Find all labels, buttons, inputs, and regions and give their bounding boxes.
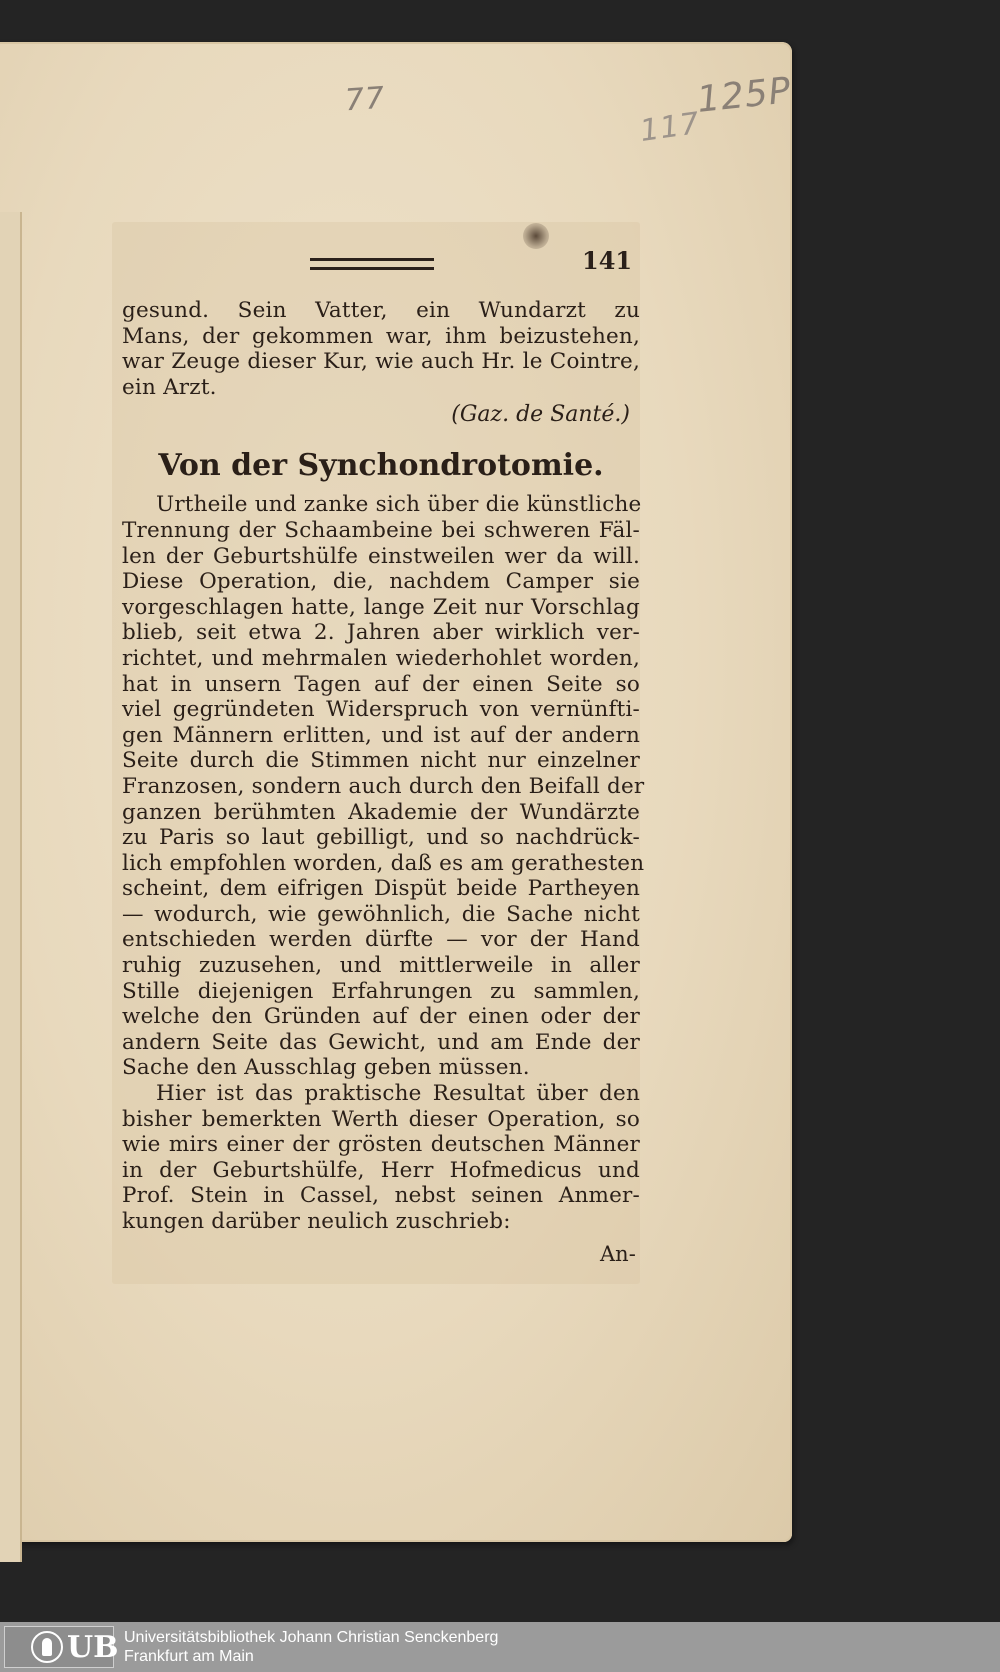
text-line: Hier ist das praktische Resultat über den [156, 1081, 640, 1107]
text-line: Franzosen, sondern auch durch den Beifall der [122, 773, 645, 799]
text-line: in der Geburtshülfe, Herr Hofmedicus und [122, 1157, 640, 1183]
text-line: Mans, der gekommen war, ihm beizustehen, [122, 323, 640, 349]
text-line: scheint, dem eifrigen Dispüt beide Partheyen [122, 876, 640, 902]
text-line: richtet, und mehrmalen wiederhohlet worden, [122, 645, 640, 671]
page-number: 141 [582, 246, 633, 275]
pencil-mark-77: 77 [343, 80, 387, 119]
text-line: Diese Operation, die, nachdem Camper sie [122, 569, 640, 595]
library-name-line-2: Frankfurt am Main [124, 1648, 254, 1665]
text-line: gesund. Sein Vatter, ein Wundarzt zu [122, 298, 640, 323]
catchword: An- [600, 1242, 636, 1266]
text-line: vorgeschlagen hatte, lange Zeit nur Vorschlag [122, 594, 640, 620]
text-line: ein Arzt. [122, 374, 217, 400]
header-double-rule [310, 258, 434, 270]
text-line: kungen darüber neulich zuschrieb: [122, 1209, 511, 1234]
ub-logo[interactable] [4, 1626, 119, 1668]
logo-text: UB [67, 1630, 119, 1665]
text-line: zu Paris so laut gebilligt, und so nachdrück- [122, 825, 640, 851]
text-line: andern Seite das Gewicht, und am Ende der [122, 1029, 640, 1055]
text-line: bisher bemerkten Werth dieser Operation, so [122, 1106, 640, 1132]
text-line: Sache den Ausschlag geben müssen. [122, 1055, 530, 1081]
text-line: len der Geburtshülfe einstweilen wer da will. [122, 543, 640, 569]
text-line: wie mirs einer der grösten deutschen Männer [122, 1132, 640, 1158]
text-line: lich empfohlen worden, daß es am gerathesten [122, 850, 645, 876]
ink-stain [523, 223, 549, 249]
text-line: — wodurch, wie gewöhnlich, die Sache nicht [122, 901, 640, 927]
text-line: blieb, seit etwa 2. Jahren aber wirklich ver- [122, 620, 640, 646]
text-line: Urtheile und zanke sich über die künstliche [156, 492, 642, 518]
pencil-mark-117: 117 [637, 105, 703, 150]
text-line: ruhig zuzusehen, und mittlerweile in aller [122, 953, 640, 979]
text-line: Stille diejenigen Erfahrungen zu sammlen, [122, 978, 640, 1004]
library-footer-bar [0, 1622, 1000, 1672]
text-line: welche den Gründen auf der einen oder der [122, 1004, 640, 1030]
binding-strip [0, 212, 22, 1562]
text-line: Prof. Stein in Cassel, nebst seinen Anmer- [122, 1183, 640, 1209]
text-line: gen Männern erlitten, und ist auf der andern [122, 722, 640, 748]
text-line: viel gegründeten Widerspruch von vernünfti- [122, 697, 640, 723]
article-heading: Von der Synchondrotomie. [158, 448, 604, 484]
text-line: Trennung der Schaambeine bei schweren Fäl- [122, 517, 640, 543]
library-name-line-1: Universitätsbibliothek Johann Christian Senckenberg [124, 1629, 499, 1646]
text-line: ganzen berühmten Akademie der Wundärzte [122, 799, 640, 825]
source-citation: (Gaz. de Santé.) [451, 402, 630, 428]
article-text [122, 298, 645, 1235]
seal-icon [31, 1631, 63, 1663]
pencil-mark-125p: 125P [695, 70, 794, 121]
text-line: war Zeuge dieser Kur, wie auch Hr. le Cointre, [122, 349, 640, 375]
text-line: entschieden werden dürfte — vor der Hand [122, 927, 640, 953]
text-line: hat in unsern Tagen auf der einen Seite so [122, 671, 640, 697]
library-name [124, 1628, 498, 1666]
text-line: Seite durch die Stimmen nicht nur einzelner [122, 748, 640, 774]
